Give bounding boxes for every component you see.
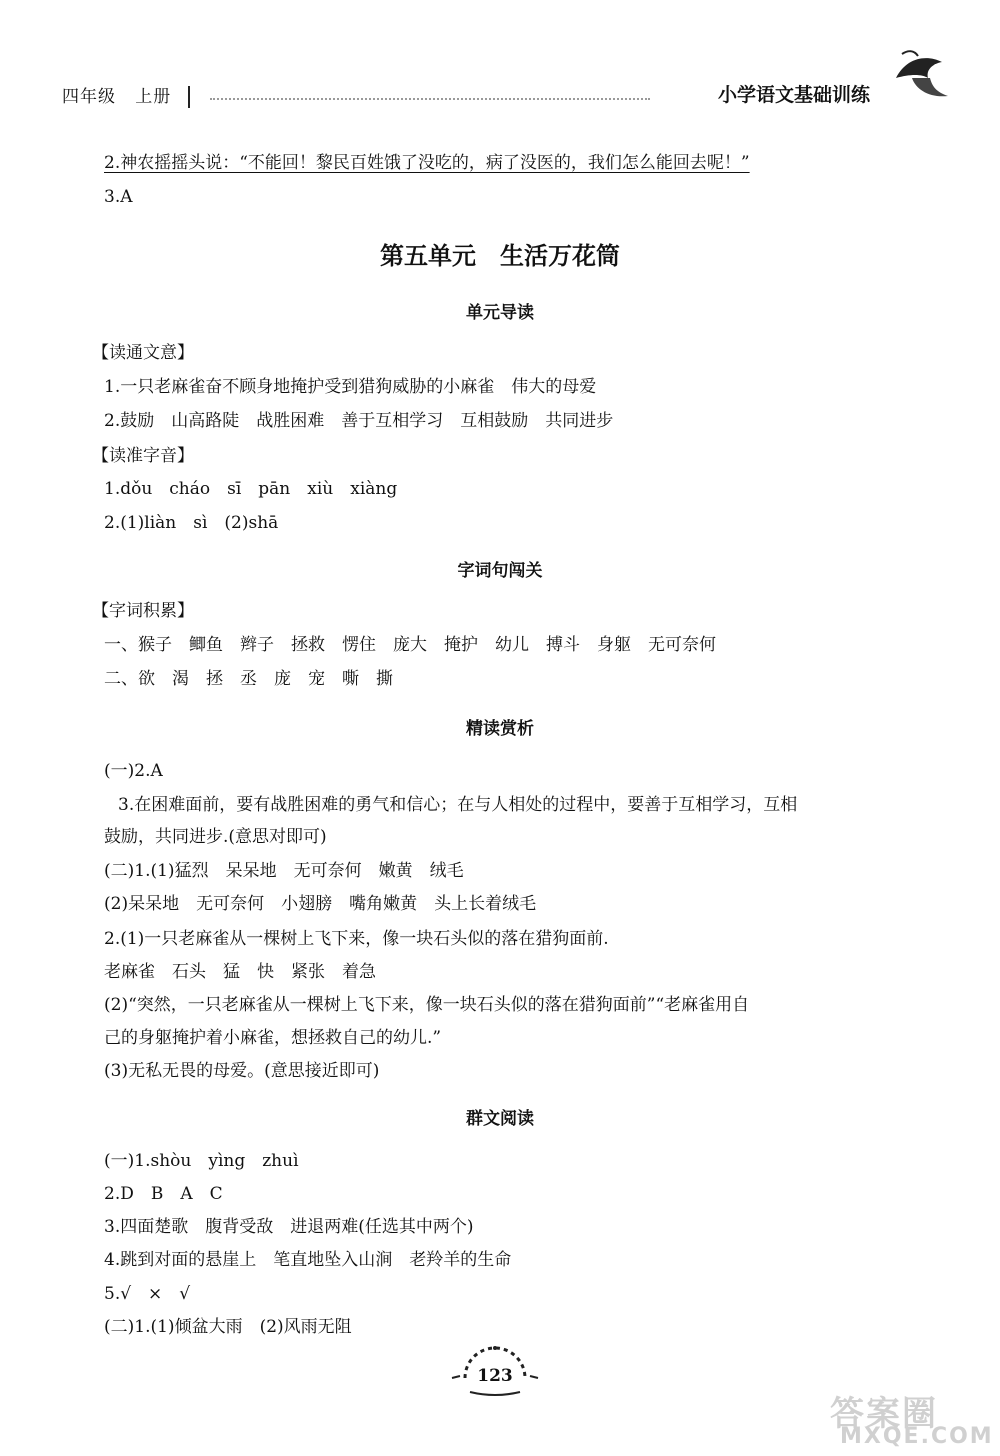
answer-line: 1.一只老麻雀奋不顾身地掩护受到猎狗威胁的小麻雀 伟大的母爱	[104, 377, 597, 397]
header-dotted-rule	[210, 98, 650, 100]
bird-logo-icon	[892, 48, 952, 104]
watermark-url: MXQE.COM	[840, 1424, 994, 1449]
answer-line: 3.在困难面前，要有战胜困难的勇气和信心；在与人相处的过程中，要善于互相学习，互相	[118, 795, 798, 815]
answer-line: (一)1.shòu yìng zhuì	[104, 1151, 299, 1171]
answer-line: 2.鼓励 山高路陡 战胜困难 善于互相学习 互相鼓励 共同进步	[104, 411, 614, 431]
answer-line: 二、欲 渴 拯 丞 庞 宠 嘶 撕	[104, 669, 393, 689]
answer-line: 2.D B A C	[104, 1184, 223, 1204]
answer-line: 4.跳到对面的悬崖上 笔直地坠入山涧 老羚羊的生命	[104, 1250, 512, 1270]
section-heading: 【字词积累】	[92, 601, 194, 621]
section-heading: 【读准字音】	[92, 446, 194, 466]
answer-line: 3.A	[104, 187, 133, 207]
section-title: 字词句闯关	[457, 561, 543, 581]
header-grade-volume	[62, 82, 190, 108]
answer-line: 3.四面楚歌 腹背受敌 进退两难(任选其中两个)	[104, 1217, 474, 1237]
section-heading: 【读通文意】	[92, 343, 194, 363]
answer-line: 一、猴子 鲫鱼 辫子 拯救 愣住 庞大 掩护 幼儿 搏斗 身躯 无可奈何	[104, 635, 716, 655]
answer-line: 1.dǒu cháo sī pān xiù xiàng	[104, 479, 398, 499]
section-title: 单元导读	[466, 303, 534, 323]
watermark-logo: 答案圈	[830, 1394, 938, 1434]
grade-label: 四年级	[62, 87, 116, 107]
page-number-ornament	[440, 1340, 550, 1400]
answer-line: 5.√ × √	[104, 1284, 191, 1304]
answer-line: (2)“突然，一只老麻雀从一棵树上飞下来，像一块石头似的落在猎狗面前”“老麻雀用自	[104, 995, 750, 1015]
answer-line: (2)呆呆地 无可奈何 小翅膀 嘴角嫩黄 头上长着绒毛	[104, 894, 537, 914]
answer-line: (二)1.(1)猛烈 呆呆地 无可奈何 嫩黄 绒毛	[104, 861, 464, 881]
answer-line: 己的身躯掩护着小麻雀，想拯救自己的幼儿.”	[104, 1028, 442, 1048]
section-title: 精读赏析	[466, 719, 534, 739]
answer-line: (一)2.A	[104, 761, 163, 781]
unit-title: 第五单元 生活万花筒	[380, 242, 620, 270]
answer-line: 2.(1)liàn sì (2)shā	[104, 513, 279, 533]
volume-label: 上册	[135, 87, 172, 107]
answer-line: 2.(1)一只老麻雀从一棵树上飞下来，像一块石头似的落在猎狗面前.	[104, 929, 609, 949]
answer-line: 2.神农摇摇头说：“不能回！黎民百姓饿了没吃的，病了没医的，我们怎么能回去呢！”	[104, 153, 750, 173]
page-number: 123	[477, 1366, 513, 1386]
answer-line: (二)1.(1)倾盆大雨 (2)风雨无阻	[104, 1317, 352, 1337]
book-title: 小学语文基础训练	[718, 84, 871, 106]
answer-line: (3)无私无畏的母爱。(意思接近即可)	[104, 1061, 380, 1081]
answer-line: 老麻雀 石头 猛 快 紧张 着急	[104, 962, 376, 982]
answer-line: 鼓励，共同进步.(意思对即可)	[104, 827, 327, 847]
header-divider	[188, 86, 190, 108]
section-title: 群文阅读	[466, 1109, 534, 1129]
